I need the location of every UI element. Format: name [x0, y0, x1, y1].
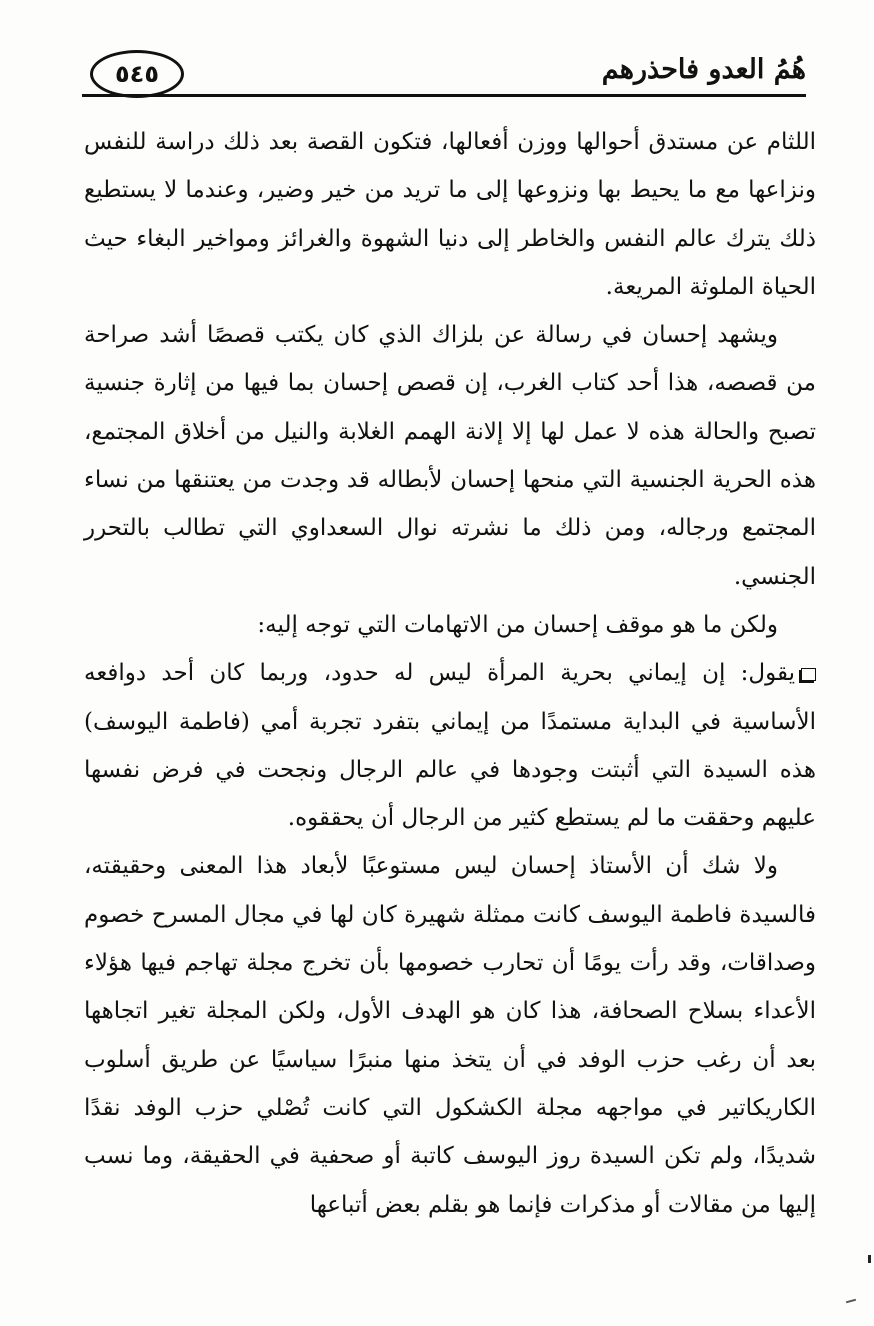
paragraph: ويشهد إحسان في رسالة عن بلزاك الذي كان يكتب قصصًا أشد صراحة من قصصه، هذا أحد كتاب الغرب، إن قصص إحسان بما فيها من إثارة جنسية تصبح والحالة هذه لا عمل لها إلا إلانة الهمم الغلابة والنيل من أخلاق المجتمع، هذه الحرية الجنسية التي منحها إحسان لأبطاله قد وجدت من يعتنقها من نساء المجتمع ورجاله، ومن ذلك ما نشرته نوال السعداوي التي تطالب بالتحرر الجنسي. [84, 322, 816, 590]
page-header [82, 46, 806, 102]
page-number-badge: ٥٤٥ [90, 50, 184, 98]
paragraph: ولا شك أن الأستاذ إحسان ليس مستوعبًا لأبعاد هذا المعنى وحقيقته، فالسيدة فاطمة اليوسف كانت ممثلة شهيرة كان لها في مجال المسرح خصوم وصداقات، وقد رأت يومًا أن تحارب خصومها بأن تخرج مجلة تهاجم فيها هؤلاء الأعداء بسلاح الصحافة، هذا كان هو الهدف الأول، ولكن المجلة تغير اتجاهها بعد أن رغب حزب الوفد في أن يتخذ منها منبرًا سياسيًا عن طريق أسلوب الكاريكاتير في مواجهه مجلة الكشكول التي كانت تُصْلي حزب الوفد نقدًا شديدًا، ولم تكن السيدة روز اليوسف كاتبة أو صحفية في الحقيقة، وما نسب إليها من مقالات أو مذكرات فإنما هو بقلم بعض أتباعها [84, 853, 816, 1218]
scan-mark [868, 1255, 871, 1263]
paragraph-question: ولكن ما هو موقف إحسان من الاتهامات التي توجه إليه: [257, 611, 778, 638]
running-title: هُمُ العدو فاحذرهم [601, 54, 806, 85]
header-rule [82, 94, 806, 97]
quote-text: يقول: إن إيماني بحرية المرأة ليس له حدود، وربما كان أحد دوافعه الأساسية في البداية مستمدًا من إيماني بتفرد تجربة أمي (فاطمة اليوسف) هذه السيدة التي أثبتت وجودها في عالم الرجال ونجحت في فرض نفسها عليهم وحققت ما لم يستطع كثير من الرجال أن يحققوه. [84, 660, 816, 832]
quote-paragraph [84, 649, 816, 842]
scan-mark [846, 1299, 856, 1304]
square-bullet-icon [801, 668, 816, 681]
paragraph-continued: اللثام عن مستدق أحوالها ووزن أفعالها، فتكون القصة بعد ذلك دراسة للنفس ونزاعها مع ما يحيط بها ونزوعها إلى ما تريد من خير وضير، وعندما لا يستطيع ذلك يترك عالم النفس والخاطر إلى دنيا الشهوة والغرائز ومواخير البغاء حيث الحياة الملوثة المريعة. [84, 129, 816, 300]
page-body [84, 118, 816, 1229]
